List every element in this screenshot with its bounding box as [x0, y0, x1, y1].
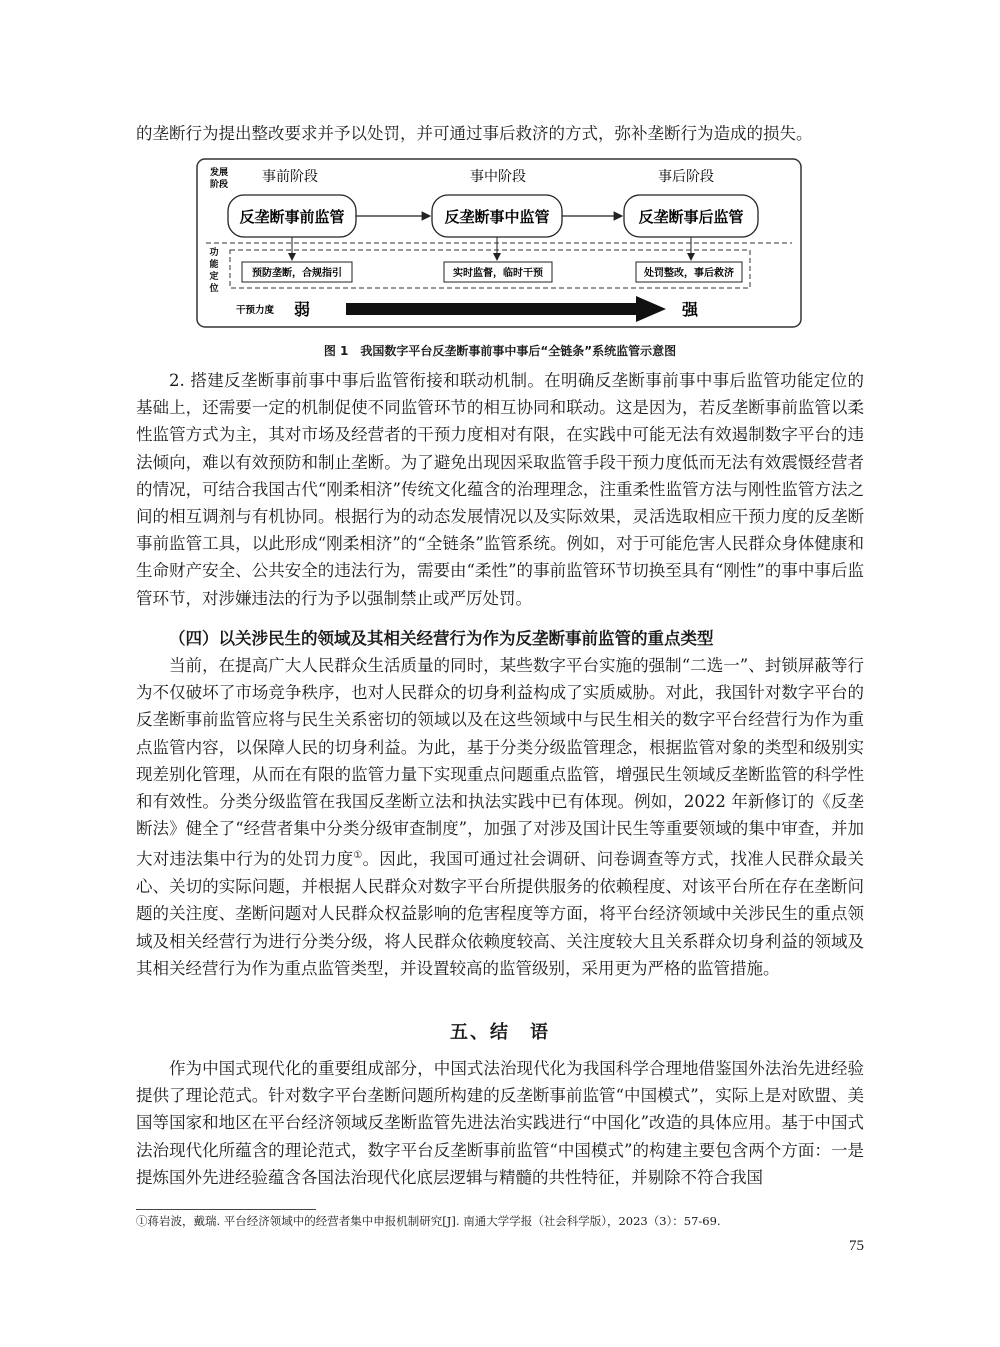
paragraph-mechanism: 2. 搭建反垄断事前事中事后监管衔接和联动机制。在明确反垄断事前事中事后监管功能定位的基础上，还需要一定的机制促使不同监管环节的相互协同和联动。这是因为，若反垄断事前监管以柔性监管方式为主，其对市场及经营者的干预力度相对有限，在实践中可能无法有效遏制数字平台的违法倾向，难以有效预防和制止垄断。为了避免出现因采取监管手段干预力度低而无法有效震慑经营者的情况，可结合我国古代“刚柔相济”传统文化蕴含的治理理念，注重柔性监管方法与刚性监管方法之间的相互调剂与有机协同。根据行为的动态发展情况以及实际效果，灵活选取相应干预力度的反垄断事前监管工具，以此形成“刚柔相济”的“全链条”监管系统。例如，对于可能危害人民群众身体健康和生命财产安全、公共安全的违法行为，需要由“柔性”的事前监管环节切换至具有“刚性”的事中事后监管环节，对涉嫌违法的行为予以强制禁止或严厉处罚。 [136, 371, 864, 608]
paragraph-livelihood-part1: 当前，在提高广大人民群众生活质量的同时，某些数字平台实施的强制“二选一”、封锁屏蔽等行为不仅破坏了市场竞争秩序，也对人民群众的切身利益构成了实质威胁。对此，我国针对数字平台的反垄断事前监管应将与民生关系密切的领域以及在这些领域中与民生相关的数字平台经营行为作为重点监管内容，以保障人民的切身利益。为此，基于分类分级监管理念，根据监管对象的类型和级别实现差别化管理，从而在有限的监管力量下实现重点问题重点监管，增强民生领域反垄断监管的科学性和有效性。分类分级监管在我国反垄断立法和执法实践中已有体现。例如，2022 年新修订的《反垄断法》健全了“经营者集中分类分级审查制度”，加强了对涉及国计民生等重要领域的集中审查，并加大对违法集中行为的处罚力度 [136, 656, 864, 869]
function-label-mid: 实时监督，临时干预 [453, 268, 543, 279]
box-post-label: 反垄断事后监管 [638, 208, 744, 226]
box-mid-label: 反垄断事中监管 [444, 208, 550, 226]
figure-caption: 图 1 我国数字平台反垄断事前事中事后“全链条”系统监管示意图 [323, 344, 677, 358]
row-label-function-1: 功 [209, 248, 219, 258]
function-label-pre: 预防垄断，合规指引 [252, 268, 342, 279]
row-label-function-3: 定 [209, 272, 219, 282]
row-label-stage-2: 阶段 [210, 180, 229, 190]
footnote-rule [136, 1209, 316, 1210]
page-number: 75 [849, 1238, 864, 1254]
footnote: ①蒋岩波，戴瑞. 平台经济领域中的经营者集中申报机制研究[J]. 南通大学学报（社会科学版），2023（3）：57-69. [136, 1214, 721, 1228]
stage-label-mid: 事中阶段 [470, 169, 526, 185]
stage-label-post: 事后阶段 [658, 169, 714, 185]
paragraph-livelihood-part2: 。因此，我国可通过社会调研、问卷调查等方式，找准人民群众最关心、关切的实际问题，并根据人民群众对数字平台所提供服务的依赖程度、对该平台所在存在垄断问题的关注度、垄断问题对人民群众权益影响的危害程度等方面，将平台经济领域中关涉民生的重点领域及相关经营行为进行分类分级，将人民群众依赖度较高、关注度较大且关系群众切身利益的领域及其相关经营行为作为重点监管类型，并设置较高的监管级别，采用更为严格的监管措施。 [136, 849, 865, 978]
row-label-function-2: 能 [209, 260, 219, 270]
box-pre-label: 反垄断事前监管 [239, 208, 345, 226]
stage-label-pre: 事前阶段 [262, 169, 318, 185]
row-label-function-4: 位 [209, 284, 219, 294]
row-label-stage-1: 发展 [210, 168, 229, 178]
footnote-ref[interactable]: ① [353, 850, 363, 862]
top-text-line: 的垄断行为提出整改要求并予以处罚，并可通过事后救济的方式，弥补垄断行为造成的损失。 [136, 124, 813, 143]
regulation-diagram [196, 158, 802, 328]
strong-label: 强 [682, 300, 699, 319]
weak-label: 弱 [294, 300, 311, 319]
paragraph-livelihood [136, 652, 864, 982]
subheading-4: （四）以关涉民生的领域及其相关经营行为作为反垄断事前监管的重点类型 [169, 629, 714, 648]
section-title-conclusion: 五、结 语 [450, 1022, 550, 1043]
intensity-label: 干预力度 [236, 305, 275, 316]
paragraph-conclusion: 作为中国式现代化的重要组成部分，中国式法治现代化为我国科学合理地借鉴国外法治先进经验提供了理论范式。针对数字平台垄断问题所构建的反垄断事前监管“中国模式”，实际上是对欧盟、美国等国家和地区在平台经济领域反垄断监管先进法治实践进行“中国化”改造的具体应用。基于中国式法治现代化所蕴含的理论范式，数字平台反垄断事前监管“中国模式”的构建主要包含两个方面：一是提炼国外先进经验蕴含各国法治现代化底层逻辑与精髓的共性特征，并剔除不符合我国 [136, 1059, 864, 1187]
function-label-post: 处罚整改，事后救济 [644, 268, 734, 279]
